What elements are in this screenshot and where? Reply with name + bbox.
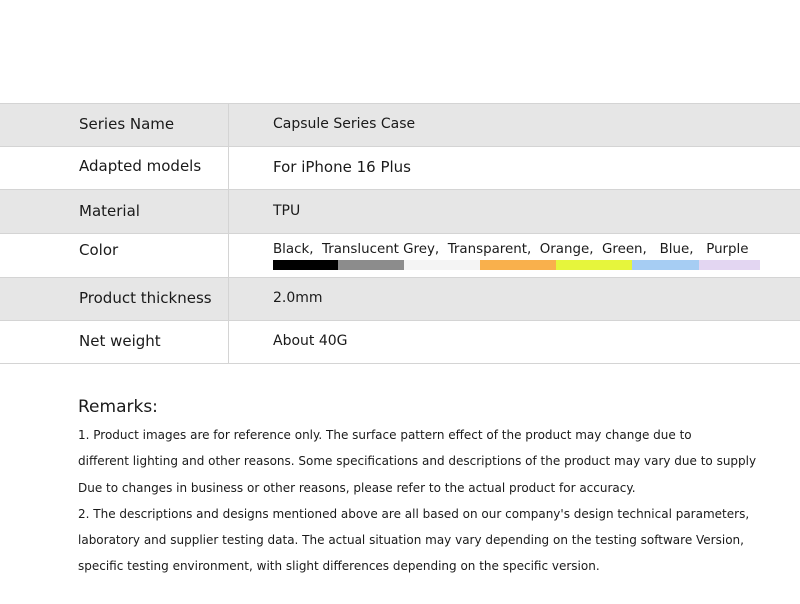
- column-divider: [228, 234, 229, 277]
- net-weight-label: Net weight: [79, 332, 161, 350]
- swatch-green: [556, 260, 632, 270]
- remarks-line: laboratory and supplier testing data. The actual situation may vary depending on the testing software Version,: [78, 533, 744, 548]
- row-product-thickness: [0, 278, 800, 321]
- color-swatch-bar: [273, 260, 760, 270]
- remarks-line: 2. The descriptions and designs mentioned above are all based on our company's design technical parameters,: [78, 506, 750, 521]
- column-divider: [228, 147, 229, 189]
- adapted-models-label: Adapted models: [79, 157, 202, 175]
- spec-table: [0, 103, 800, 364]
- remarks-line: Due to changes in business or other reasons, please refer to the actual product for accuracy.: [78, 480, 636, 495]
- row-series-name: [0, 103, 800, 147]
- column-divider: [228, 321, 229, 363]
- remarks-line: different lighting and other reasons. Some specifications and descriptions of the product may vary due to supply: [78, 454, 757, 469]
- column-divider: [228, 278, 229, 320]
- swatch-orange: [480, 260, 556, 270]
- remarks-section: [78, 396, 758, 580]
- row-material: [0, 190, 800, 234]
- color-label: Color: [79, 241, 119, 259]
- product-thickness-value: 2.0mm: [273, 290, 323, 306]
- remarks-line: 1. Product images are for reference only. The surface pattern effect of the product may change due to: [78, 428, 692, 442]
- remarks-line: specific testing environment, with slight differences depending on the specific version.: [78, 559, 600, 574]
- adapted-models-value: For iPhone 16 Plus: [273, 158, 411, 176]
- material-label: Material: [79, 202, 140, 220]
- row-net-weight: [0, 321, 800, 364]
- row-color: [0, 234, 800, 278]
- column-divider: [228, 190, 229, 233]
- series-name-value: Capsule Series Case: [273, 116, 416, 132]
- swatch-translucent-grey: [338, 260, 404, 270]
- color-list-value: Black, Translucent Grey, Transparent, Orange, Green, Blue, Purple: [273, 242, 749, 257]
- column-divider: [228, 104, 229, 146]
- swatch-purple: [699, 260, 760, 270]
- product-thickness-label: Product thickness: [79, 289, 212, 307]
- series-name-label: Series Name: [79, 115, 175, 133]
- material-value: TPU: [273, 203, 301, 219]
- swatch-blue: [632, 260, 699, 270]
- net-weight-value: About 40G: [273, 333, 348, 349]
- swatch-transparent: [404, 260, 480, 270]
- remarks-title: Remarks:: [78, 397, 158, 417]
- row-adapted-models: [0, 147, 800, 190]
- swatch-black: [273, 260, 338, 270]
